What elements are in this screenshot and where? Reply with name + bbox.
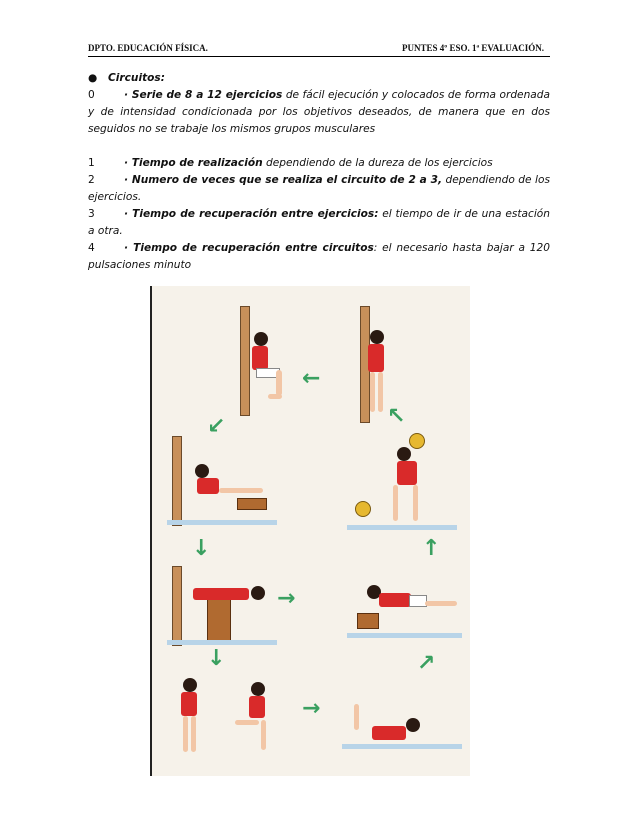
station-back-extension bbox=[167, 566, 277, 646]
item-bold: · Numero de veces que se realiza el circuito de 2 a 3, bbox=[124, 174, 442, 186]
station-crunch bbox=[342, 686, 462, 766]
item-text: dependiendo de la dureza de los ejercicios bbox=[262, 157, 493, 169]
item-bold: · Tiempo de realización bbox=[124, 157, 263, 169]
arrow-icon: ↓ bbox=[192, 536, 211, 561]
document-body bbox=[88, 70, 550, 274]
item-text: : el necesario hasta bajar a 120 pulsaciones minuto bbox=[88, 242, 550, 271]
station-seated-leg-raise bbox=[167, 436, 277, 526]
item-text: de fácil ejecución y colocados de forma ordenada y de intensidad condicionada por los objetivos deseados, de manera que en dos seguidos no se trabaje los mismos grupos musculares bbox=[88, 89, 550, 135]
course-label: PUNTES 4º ESO. 1ª EVALUACIÓN. bbox=[401, 43, 544, 53]
arrow-icon: ↑ bbox=[422, 536, 441, 561]
list-item bbox=[88, 172, 550, 206]
page-header bbox=[88, 42, 550, 57]
item-number: 1 bbox=[88, 157, 95, 169]
arrow-icon: → bbox=[277, 586, 296, 611]
list-item bbox=[88, 87, 550, 138]
station-wall-squat bbox=[222, 306, 312, 416]
section-title: Circuitos: bbox=[108, 72, 165, 84]
item-text: el tiempo de ir de una estación a otra. bbox=[88, 208, 550, 237]
station-ball-rotation bbox=[347, 431, 457, 531]
list-item bbox=[88, 206, 550, 240]
item-number: 3 bbox=[88, 208, 95, 220]
arrow-icon: → bbox=[302, 696, 321, 721]
item-text: dependiendo de los ejercicios. bbox=[88, 174, 550, 203]
arrow-icon: ↗ bbox=[417, 651, 436, 676]
item-bold: · Serie de 8 a 12 ejercicios bbox=[124, 89, 283, 101]
section-heading bbox=[88, 70, 550, 87]
arrow-icon: ← bbox=[302, 366, 321, 391]
station-push-up bbox=[347, 571, 462, 641]
item-number: 4 bbox=[88, 242, 95, 254]
department-label: DPTO. EDUCACIÓN FÍSICA. bbox=[88, 43, 208, 53]
item-number: 2 bbox=[88, 174, 95, 186]
station-lunge bbox=[167, 676, 307, 766]
list-item bbox=[88, 240, 550, 274]
bullet-icon: ● bbox=[88, 72, 98, 84]
item-bold: · Tiempo de recuperación entre ejercicios: bbox=[124, 208, 379, 220]
list-item bbox=[88, 155, 550, 172]
arrow-icon: ↓ bbox=[207, 646, 226, 671]
arrow-icon: ↙ bbox=[207, 414, 226, 439]
circuit-exercises-illustration bbox=[150, 286, 470, 776]
arrow-icon: ↖ bbox=[387, 404, 406, 429]
item-bold: · Tiempo de recuperación entre circuitos bbox=[124, 242, 374, 254]
item-number: 0 bbox=[88, 89, 95, 101]
